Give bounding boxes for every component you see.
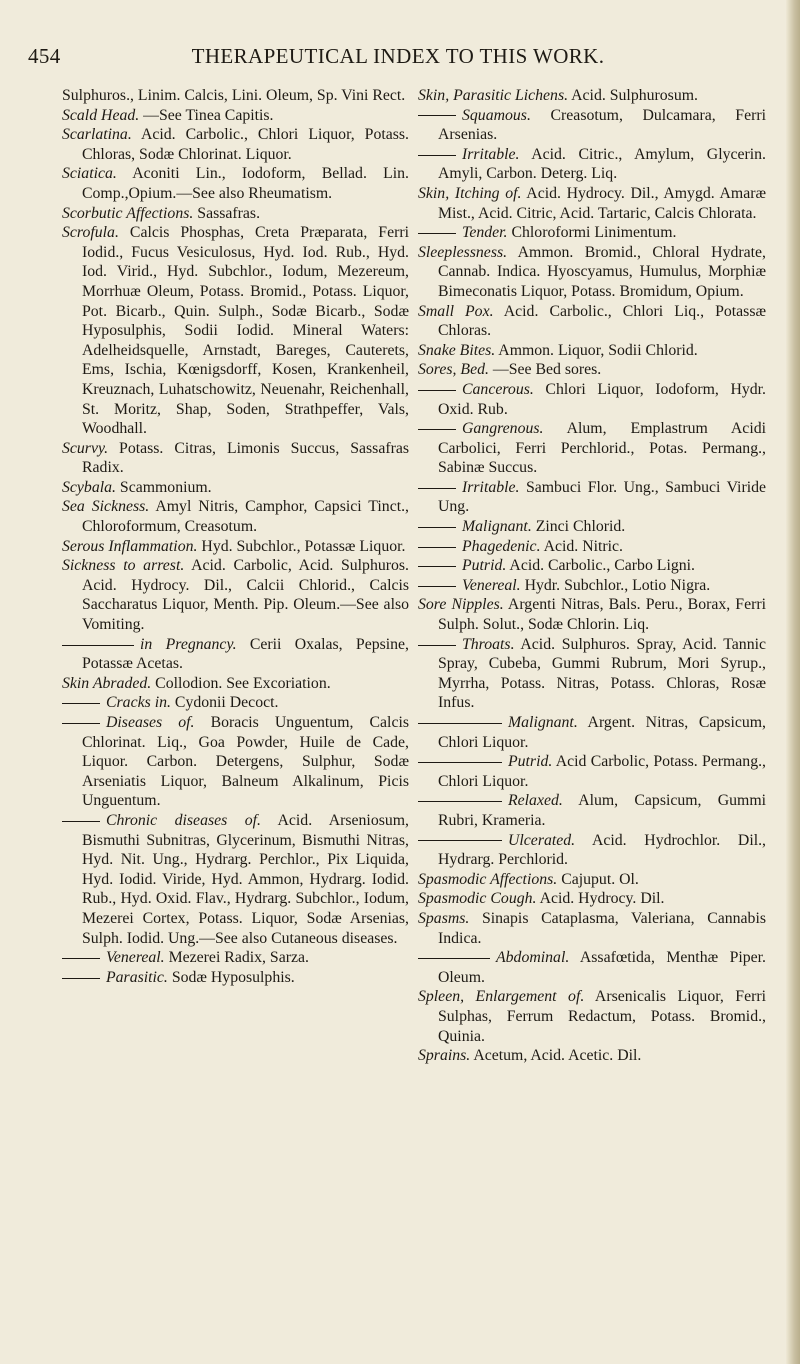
entry-heading: Abdominal.	[496, 949, 570, 967]
index-entry	[418, 243, 766, 302]
entry-remedies: Sassafras.	[197, 204, 261, 222]
entry-remedies: Acid. Sulphurosum.	[571, 87, 698, 104]
entry-heading: Sores, Bed.	[418, 361, 489, 379]
index-entry	[62, 497, 409, 536]
entry-remedies: Acid Carbolic, Potass. Permang., Chlori Liquor.	[438, 753, 766, 790]
index-entry	[418, 556, 766, 576]
entry-heading: Scrofula.	[62, 224, 119, 242]
index-entry	[418, 948, 766, 987]
index-entry	[418, 517, 766, 537]
entry-remedies: Calcis Phosphas, Creta Præparata, Ferri Iodid., Fucus Vesiculosus, Hyd. Iod. Rub., Hyd. Iod. Virid., Hyd. Subchlor., Iodum, Mezereum, Morrhuæ Oleum, Potass. Bromid., Potass. Liquor, Pot. Bicarb., Quin. Sulph., Sodæ Bicarb., Sodæ Hyposulphis, Sodii Iodid. Mineral Waters: Adelheidsquelle, Arnstadt, Bareges, Cauterets, Ems, Ischia, Kœnigsdorff, Kosen, Krankenheil, Kreuznach, Luhatschowitz, Neuenahr, Reichenhall, St. Moritz, Shap, Soden, Strathpeffer, Vals, Woodhall.	[82, 224, 410, 438]
index-entry	[418, 184, 766, 223]
ditto-rule	[418, 527, 456, 528]
entry-heading: Sleeplessness.	[418, 243, 508, 261]
index-entry	[418, 791, 766, 830]
entry-remedies: Acid. Carbolic., Chlori Liquor, Potass. Chloras, Sodæ Chlorinat. Liquor.	[82, 126, 409, 163]
entry-remedies: Amyl Nitris, Camphor, Capsici Tinct., Chloroformum, Creasotum.	[82, 498, 409, 536]
entry-heading: Sciatica.	[62, 165, 117, 183]
entry-heading: Sickness to arrest.	[62, 557, 185, 575]
ditto-rule	[418, 645, 456, 646]
entry-remedies: Scammonium.	[119, 478, 212, 496]
entry-heading: Throats.	[462, 635, 515, 653]
index-entry	[418, 360, 766, 380]
entry-remedies: Cajuput. Ol.	[561, 870, 639, 888]
page-header	[28, 44, 768, 70]
ditto-rule	[418, 115, 456, 116]
entry-heading: Gangrenous.	[462, 420, 544, 438]
ditto-rule	[418, 155, 456, 156]
entry-heading: Venereal.	[106, 949, 165, 967]
entry-heading: Sprains.	[418, 1047, 471, 1065]
entry-heading: Chronic diseases of.	[106, 811, 261, 829]
ditto-rule	[418, 801, 502, 802]
right-column	[418, 86, 766, 1066]
ditto-rule	[418, 488, 456, 489]
ditto-rule	[62, 703, 100, 704]
ditto-rule	[418, 723, 502, 724]
entry-heading: Serous Inflammation.	[62, 537, 198, 555]
entry-remedies: Acid. Carbolic, Acid. Sulphuros. Acid. Hydrocy. Dil., Calcii Chlorid., Calcis Saccharatus Liquor, Menth. Pip. Oleum.—See also Vomiting.	[82, 557, 410, 634]
ditto-rule	[62, 723, 100, 724]
entry-remedies: —See Tinea Capitis.	[143, 106, 274, 124]
entry-heading: Scorbutic Affections.	[62, 204, 194, 222]
entry-heading: Scald Head.	[62, 106, 140, 124]
entry-remedies: Sambuci Flor. Ung., Sambuci Viride Ung.	[438, 478, 766, 516]
entry-remedies: Acid. Carbolic., Carbo Ligni.	[509, 557, 695, 575]
entry-heading: Cancerous.	[462, 380, 534, 398]
index-entry	[418, 419, 766, 478]
ditto-rule	[418, 762, 502, 763]
ditto-rule	[62, 958, 100, 959]
index-entry	[62, 106, 409, 126]
entry-remedies: Alum, Capsicum, Gummi Rubri, Krameria.	[438, 792, 767, 829]
entry-heading: in Pregnancy.	[140, 635, 237, 653]
index-entry	[418, 478, 766, 517]
index-entry	[418, 595, 766, 634]
index-entry	[418, 86, 766, 106]
entry-heading: Putrid.	[462, 557, 507, 575]
entry-remedies: Zinci Chlorid.	[535, 518, 626, 536]
page-number: 454	[28, 44, 61, 68]
index-entry	[418, 537, 766, 557]
entry-remedies: —See Bed sores.	[492, 361, 602, 379]
ditto-rule	[62, 821, 100, 822]
index-entry	[62, 968, 409, 988]
index-entry	[418, 302, 766, 341]
entry-heading: Diseases of.	[106, 714, 195, 731]
entry-heading: Spasmodic Affections.	[418, 870, 558, 888]
index-entry	[62, 478, 409, 498]
index-entry	[418, 987, 766, 1046]
entry-heading: Irritable.	[462, 145, 520, 163]
entry-remedies: Cydonii Decoct.	[174, 694, 279, 712]
index-entry	[62, 164, 409, 203]
index-entry	[62, 811, 409, 948]
index-entry	[62, 537, 409, 557]
index-entry	[418, 831, 766, 870]
entry-remedies: Potass. Citras, Limonis Succus, Sassafras Radix.	[82, 439, 410, 477]
ditto-rule	[418, 390, 456, 391]
index-entry	[62, 439, 409, 478]
index-entry	[62, 948, 409, 968]
entry-remedies: Acid. Sulphuros. Spray, Acid. Tannic Spray, Cubeba, Gummi Rubrum, Mori Syrup., Myrrha, Potass. Nitras, Potass. Chloras, Rosæ Infus.	[438, 635, 766, 712]
entry-remedies: Assafœtida, Menthæ Piper. Oleum.	[438, 949, 767, 986]
ditto-rule	[418, 586, 456, 587]
ditto-rule	[418, 840, 502, 841]
entry-heading: Skin, Parasitic Lichens.	[418, 87, 569, 104]
index-entry	[62, 674, 409, 694]
index-entry	[418, 576, 766, 596]
index-entry	[418, 870, 766, 890]
entry-heading: Sore Nipples.	[418, 596, 504, 614]
entry-remedies: Cerii Oxalas, Pepsine, Potassæ Acetas.	[82, 635, 409, 673]
entry-remedies: Argent. Nitras, Capsicum, Chlori Liquor.	[438, 714, 766, 751]
index-entry	[62, 86, 409, 106]
index-entry	[62, 635, 409, 674]
entry-heading: Squamous.	[462, 106, 531, 124]
index-entry	[418, 380, 766, 419]
entry-remedies: Hydr. Subchlor., Lotio Nigra.	[524, 576, 711, 594]
entry-heading: Malignant.	[508, 714, 578, 731]
left-column	[62, 86, 409, 987]
index-entry	[418, 713, 766, 752]
index-entry	[418, 635, 766, 713]
entry-remedies: Ammon. Liquor, Sodii Chlorid.	[498, 341, 698, 359]
entry-remedies: Creasotum, Dulcamara, Ferri Arsenias.	[438, 106, 767, 144]
index-entry	[62, 223, 409, 439]
entry-heading: Spasms.	[418, 909, 470, 927]
index-entry	[418, 889, 766, 909]
index-entry	[62, 713, 409, 811]
entry-heading: Scybala.	[62, 478, 116, 496]
entry-remedies: Acid. Arseniosum, Bismuthi Subnitras, Glycerinum, Bismuthi Nitras, Hyd. Nit. Ung., Hydrarg. Perchlor., Pix Liquida, Hyd. Iodid. Viride, Hyd. Ammon, Hydrarg. Iodid. Rub., Hyd. Oxid. Flav., Hydrarg. Subchlor., Iodum, Mezerei Cortex, Potass. Liquor, Sodæ Arsenias, Sulph. Iodid. Ung.—See also Cutaneous diseases.	[82, 811, 410, 947]
entry-remedies: Argenti Nitras, Bals. Peru., Borax, Ferri Sulph. Solut., Sodæ Chlorin. Liq.	[438, 596, 767, 634]
entry-remedies: Acetum, Acid. Acetic. Dil.	[473, 1047, 642, 1065]
entry-heading: Spasmodic Cough.	[418, 890, 537, 908]
entry-remedies: Acid. Citric., Amylum, Glycerin. Amyli, Carbon. Deterg. Liq.	[438, 145, 767, 183]
index-entry	[418, 223, 766, 243]
entry-remedies: Arsenicalis Liquor, Ferri Sulphas, Ferrum Redactum, Potass. Bromid., Quinia.	[438, 988, 766, 1045]
entry-remedies: Ammon. Bromid., Chloral Hydrate, Cannab. Indica. Hyoscyamus, Humulus, Morphiæ Bimeconatis Liquor, Potass. Bromidum, Opium.	[438, 243, 766, 300]
entry-heading: Snake Bites.	[418, 341, 496, 359]
entry-heading: Malignant.	[462, 518, 532, 536]
index-entry	[418, 752, 766, 791]
entry-remedies: Alum, Emplastrum Acidi Carbolici, Ferri Perchlorid., Potas. Permang., Sabinæ Succus.	[438, 420, 766, 477]
entry-remedies: Boracis Unguentum, Calcis Chlorinat. Liq., Goa Powder, Huile de Cade, Liquor. Carbon. Detergens, Sulphur, Sodæ Arseniatis Liquor, Balneum Alkalinum, Picis Unguentum.	[82, 714, 409, 810]
entry-heading: Sea Sickness.	[62, 498, 150, 516]
entry-remedies: Acid. Hydrocy. Dil.	[539, 890, 665, 908]
ditto-rule	[62, 978, 100, 979]
entry-heading: Tender.	[462, 224, 508, 242]
entry-heading: Irritable.	[462, 478, 520, 496]
index-entry	[62, 125, 409, 164]
entry-heading: Cracks in.	[106, 694, 171, 712]
entry-remedies: Sinapis Cataplasma, Valeriana, Cannabis Indica.	[438, 909, 766, 947]
ditto-rule	[418, 429, 456, 430]
index-entry	[418, 106, 766, 145]
index-entry	[62, 693, 409, 713]
ditto-rule	[62, 645, 134, 646]
index-entry	[418, 909, 766, 948]
index-entry	[62, 556, 409, 634]
ditto-rule	[418, 958, 490, 959]
entry-remedies: Acid. Hydrochlor. Dil., Hydrarg. Perchlorid.	[438, 831, 766, 869]
page-edge	[786, 0, 800, 1364]
running-title: THERAPEUTICAL INDEX TO THIS WORK.	[191, 44, 605, 68]
entry-remedies: Acid. Carbolic., Chlori Liq., Potassæ Chloras.	[438, 302, 766, 340]
entry-heading: Phagedenic.	[462, 537, 541, 555]
index-entry	[418, 341, 766, 361]
entry-heading: Putrid.	[508, 753, 553, 771]
entry-heading: Skin, Itching of.	[418, 184, 522, 202]
entry-heading: Skin Abraded.	[62, 674, 152, 692]
entry-remedies: Sodæ Hyposulphis.	[171, 968, 295, 986]
entry-heading: Scarlatina.	[62, 126, 132, 144]
ditto-rule	[418, 547, 456, 548]
entry-remedies: Acid. Nitric.	[543, 537, 623, 555]
ditto-rule	[418, 233, 456, 234]
entry-remedies: Mezerei Radix, Sarza.	[168, 949, 309, 967]
entry-heading: Parasitic.	[106, 968, 168, 986]
index-entry	[418, 145, 766, 184]
entry-remedies: Acid. Hydrocy. Dil., Amygd. Amaræ Mist., Acid. Citric, Acid. Tartaric, Calcis Chlorata.	[438, 184, 766, 222]
entry-heading: Venereal.	[462, 576, 521, 594]
ditto-rule	[418, 566, 456, 567]
entry-remedies: Sulphuros., Linim. Calcis, Lini. Oleum, Sp. Vini Rect.	[62, 87, 406, 104]
entry-heading: Ulcerated.	[508, 831, 576, 849]
entry-heading: Relaxed.	[508, 792, 563, 810]
entry-remedies: Aconiti Lin., Iodoform, Bellad. Lin. Comp.,Opium.—See also Rheumatism.	[82, 165, 410, 202]
entry-heading: Spleen, Enlargement of.	[418, 988, 585, 1006]
entry-remedies: Chloroformi Linimentum.	[511, 224, 677, 242]
entry-remedies: Hyd. Subchlor., Potassæ Liquor.	[201, 537, 406, 555]
index-entry	[418, 1046, 766, 1066]
entry-heading: Small Pox.	[418, 302, 494, 320]
entry-heading: Scurvy.	[62, 439, 109, 457]
entry-remedies: Chlori Liquor, Iodoform, Hydr. Oxid. Rub.	[438, 380, 767, 418]
index-entry	[62, 204, 409, 224]
entry-remedies: Collodion. See Excoriation.	[155, 674, 331, 692]
